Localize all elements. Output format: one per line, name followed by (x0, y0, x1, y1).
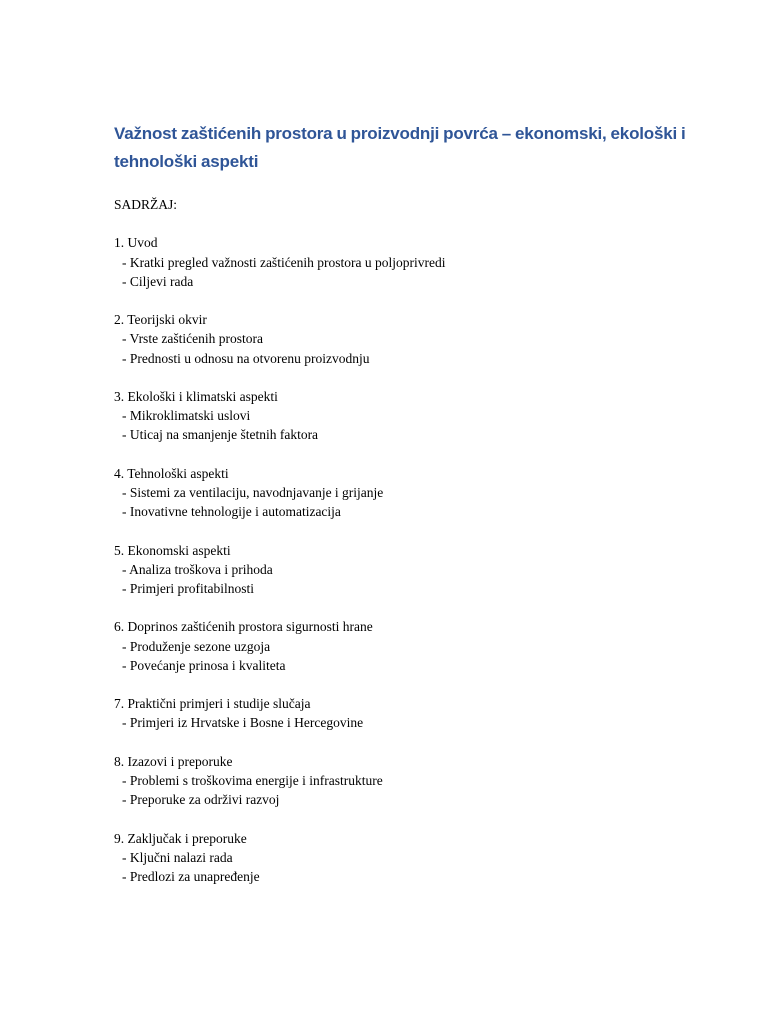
toc-section (114, 464, 708, 522)
section-sub-item: - Predlozi za unapređenje (122, 868, 260, 884)
section-sub-item: - Kratki pregled važnosti zaštićenih prostora u poljoprivredi (122, 254, 446, 270)
section-title: 9. Zaključak i preporuke (114, 830, 247, 846)
section-title: 8. Izazovi i preporuke (114, 753, 233, 769)
toc-section (114, 752, 708, 810)
section-sub-item: - Inovativne tehnologije i automatizacija (122, 504, 341, 520)
section-sub-item: - Problemi s troškovima energije i infrastrukture (122, 772, 383, 788)
section-sub-item: - Primjeri iz Hrvatske i Bosne i Hercegovine (122, 715, 364, 731)
section-sub-item: - Sistemi za ventilaciju, navodnjavanje i grijanje (122, 484, 384, 500)
section-sub-item: - Vrste zaštićenih prostora (122, 331, 264, 347)
section-sub-item: - Preporuke za održivi razvoj (122, 792, 280, 808)
section-title: 3. Ekološki i klimatski aspekti (114, 388, 278, 404)
section-sub-item: - Povećanje prinosa i kvaliteta (122, 657, 286, 673)
section-title: 7. Praktični primjeri i studije slučaja (114, 696, 311, 712)
section-sub-item: - Mikroklimatski uslovi (122, 408, 251, 424)
toc-section (114, 310, 708, 368)
section-sub-item: - Prednosti u odnosu na otvorenu proizvodnju (122, 350, 370, 366)
section-sub-item: - Ključni nalazi rada (122, 849, 233, 865)
section-sub-item: - Produženje sezone uzgoja (122, 638, 271, 654)
section-sub-item: - Analiza troškova i prihoda (122, 561, 273, 577)
document-title: Važnost zaštićenih prostora u proizvodnji povrća – ekonomski, ekološki i tehnološki aspekti (114, 124, 686, 171)
section-title: 5. Ekonomski aspekti (114, 542, 231, 558)
section-title: 6. Doprinos zaštićenih prostora sigurnosti hrane (114, 619, 373, 635)
toc-section (114, 829, 708, 887)
section-title: 4. Tehnološki aspekti (114, 465, 229, 481)
toc-sections (114, 233, 708, 886)
section-title: 1. Uvod (114, 235, 158, 251)
toc-section (114, 387, 708, 445)
section-sub-item: - Ciljevi rada (122, 273, 194, 289)
toc-section (114, 617, 708, 675)
toc-section (114, 694, 708, 732)
toc-heading: SADRŽAJ: (114, 197, 178, 212)
toc-section (114, 233, 708, 291)
section-sub-item: - Uticaj na smanjenje štetnih faktora (122, 427, 319, 443)
toc-section (114, 541, 708, 599)
section-sub-item: - Primjeri profitabilnosti (122, 580, 254, 596)
section-title: 2. Teorijski okvir (114, 312, 207, 328)
